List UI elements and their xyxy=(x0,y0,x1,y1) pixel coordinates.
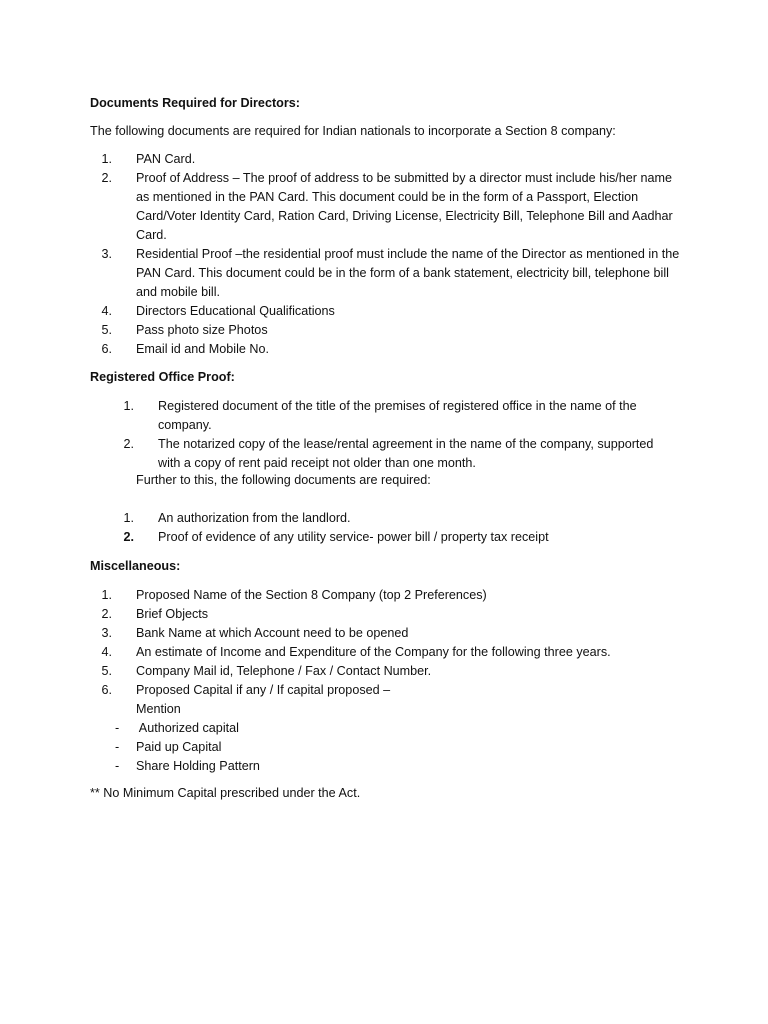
item-text: Directors Educational Qualifications xyxy=(136,304,335,318)
item-text: Residential Proof –the residential proof must include the name of the Director as mentioned in the PAN Card. This document could be in the form of a bank statement, electricity bill, telephone bill and mobile bill. xyxy=(136,247,680,299)
directors-list xyxy=(90,150,690,359)
misc-heading xyxy=(90,557,690,576)
dash-bullet: - xyxy=(115,721,120,735)
office-list xyxy=(90,397,690,473)
footer-note-text: ** No Minimum Capital prescribed under the Act. xyxy=(90,786,361,800)
item-number: 6. xyxy=(101,342,112,356)
misc-list xyxy=(90,586,690,776)
item-text: Proof of evidence of any utility service- power bill / property tax receipt xyxy=(158,530,549,544)
list-item xyxy=(90,738,690,757)
further-text xyxy=(136,471,736,490)
list-item xyxy=(90,509,690,528)
directors-heading xyxy=(90,94,690,113)
item-number: 2. xyxy=(101,607,112,621)
footer-note xyxy=(90,784,690,803)
item-number: 1. xyxy=(123,399,134,413)
item-number: 3. xyxy=(101,626,112,640)
item-text: Bank Name at which Account need to be opened xyxy=(136,626,409,640)
item-text: Email id and Mobile No. xyxy=(136,342,269,356)
list-item xyxy=(90,245,690,302)
mention-text: Mention xyxy=(136,702,181,716)
item-number: 2. xyxy=(123,437,134,451)
list-item xyxy=(90,302,690,321)
item-text: Pass photo size Photos xyxy=(136,323,268,337)
item-number: 3. xyxy=(101,247,112,261)
section-heading: Miscellaneous: xyxy=(90,559,181,573)
item-text: The notarized copy of the lease/rental agreement in the name of the company, supported with a copy of rent paid receipt not older than one month. xyxy=(158,437,654,470)
item-text: Authorized capital xyxy=(136,721,239,735)
item-number: 2. xyxy=(101,171,112,185)
list-item xyxy=(90,719,690,738)
further-list xyxy=(90,509,690,547)
item-text: Company Mail id, Telephone / Fax / Contact Number. xyxy=(136,664,432,678)
mention-line xyxy=(90,700,690,719)
item-text: Proposed Name of the Section 8 Company (top 2 Preferences) xyxy=(136,588,487,602)
directors-intro xyxy=(90,122,690,141)
section-heading: Documents Required for Directors: xyxy=(90,96,300,110)
item-number: 5. xyxy=(101,323,112,337)
list-item xyxy=(90,624,690,643)
list-item xyxy=(90,662,690,681)
list-item xyxy=(90,340,690,359)
item-number: 4. xyxy=(101,645,112,659)
further-line: Further to this, the following documents are required: xyxy=(136,473,431,487)
item-text: Proposed Capital if any / If capital proposed – xyxy=(136,683,391,697)
item-text: PAN Card. xyxy=(136,152,196,166)
item-text: An authorization from the landlord. xyxy=(158,511,351,525)
list-item xyxy=(90,605,690,624)
item-number: 2. xyxy=(123,530,134,544)
list-item xyxy=(90,681,690,700)
item-text: Proof of Address – The proof of address to be submitted by a director must include his/her name as mentioned in the PAN Card. This document could be in the form of a Passport, Election Card/Voter Identity Card, Ration Card, Driving License, Electricity Bill, Telephone Bill and Aadhar Card. xyxy=(136,171,673,242)
list-item xyxy=(90,321,690,340)
dash-bullet: - xyxy=(115,740,120,754)
item-text: Registered document of the title of the premises of registered office in the name of the company. xyxy=(158,399,637,432)
section-heading: Registered Office Proof: xyxy=(90,370,235,384)
item-number: 4. xyxy=(101,304,112,318)
list-item xyxy=(90,169,690,245)
item-number: 5. xyxy=(101,664,112,678)
dash-bullet: - xyxy=(115,759,120,773)
item-number: 1. xyxy=(101,152,112,166)
item-number: 1. xyxy=(101,588,112,602)
office-heading xyxy=(90,368,690,387)
list-item xyxy=(90,397,690,435)
list-item xyxy=(90,150,690,169)
list-item xyxy=(90,643,690,662)
item-number: 1. xyxy=(123,511,134,525)
item-text: Share Holding Pattern xyxy=(136,759,260,773)
intro-text: The following documents are required for Indian nationals to incorporate a Section 8 company: xyxy=(90,124,616,138)
list-item xyxy=(90,435,690,473)
list-item xyxy=(90,757,690,776)
list-item xyxy=(90,528,690,547)
item-text: Brief Objects xyxy=(136,607,209,621)
list-item xyxy=(90,586,690,605)
item-number: 6. xyxy=(101,683,112,697)
item-text: An estimate of Income and Expenditure of the Company for the following three years. xyxy=(136,645,611,659)
item-text: Paid up Capital xyxy=(136,740,222,754)
